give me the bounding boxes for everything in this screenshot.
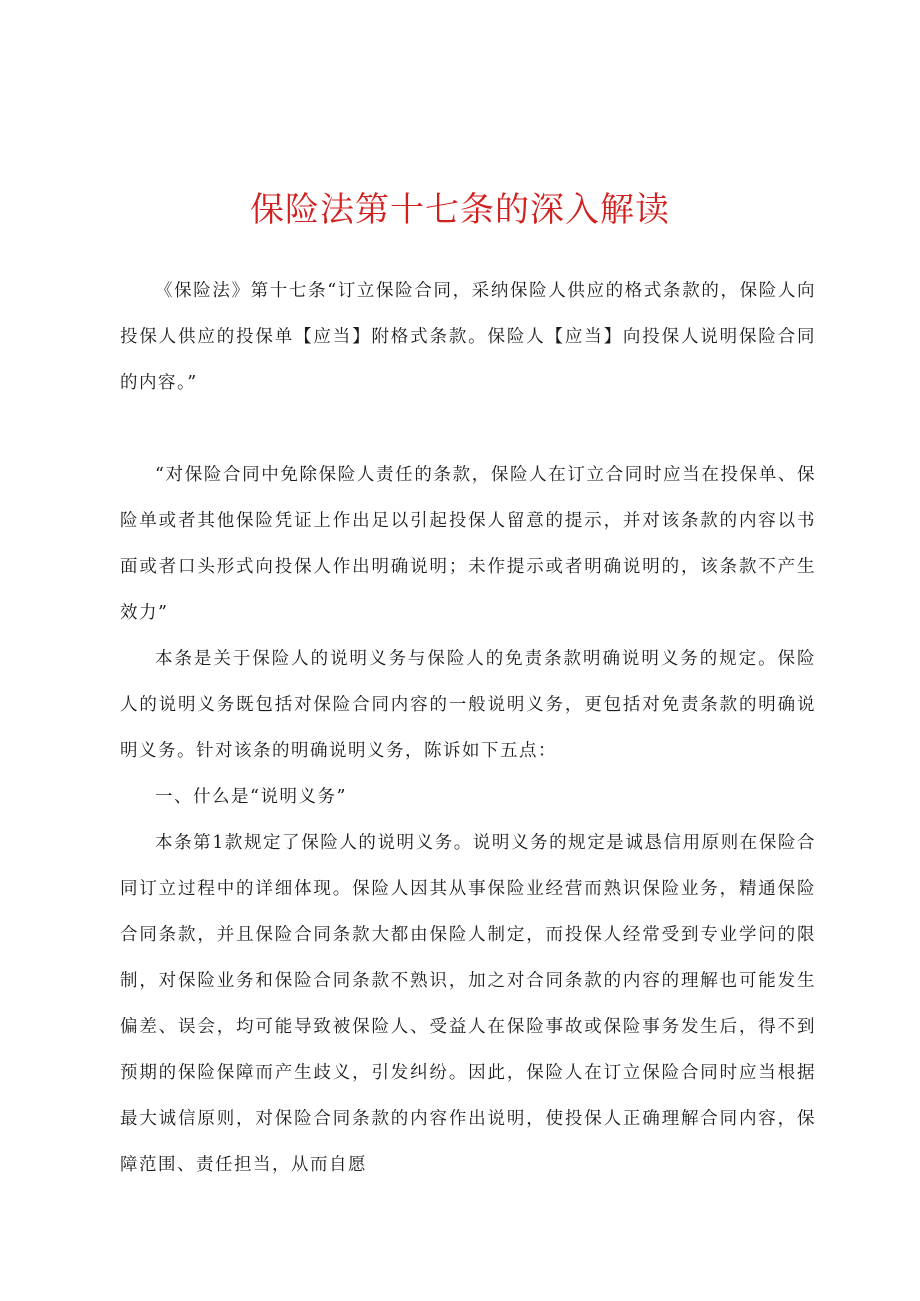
paragraph-overview: 本条是关于保险人的说明义务与保险人的免责条款明确说明义务的规定。保险人的说明义务既包括对保险合同内容的一般说明义务，更包括对免责条款的明确说明义务。针对该条的明确说明义务，陈诉如下五点： — [120, 649, 816, 761]
paragraph-law-clause: 《保险法》第十七条“订立保险合同，采纳保险人供应的格式条款的，保险人向投保人供应的投保单【应当】附格式条款。保险人【应当】向投保人说明保险合同的内容。” — [120, 281, 816, 393]
section-heading-1: 一、什么是“说明义务” — [155, 787, 347, 807]
document-body — [120, 268, 816, 1188]
paragraph-exemption-clause: “对保险合同中免除保险人责任的条款，保险人在订立合同时应当在投保单、保险单或者其他保险凭证上作出足以引起投保人留意的提示，并对该条款的内容以书面或者口头形式向投保人作出明确说明；未作提示或者明确说明的，该条款不产生效力” — [120, 465, 816, 623]
document-title: 保险法第十七条的深入解读 — [250, 190, 670, 230]
paragraph-explanation-duty: 本条第1款规定了保险人的说明义务。说明义务的规定是诚恳信用原则在保险合同订立过程中的详细体现。保险人因其从事保险业经营而熟识保险业务，精通保险合同条款，并且保险合同条款大都由保险人制定，而投保人经常受到专业学问的限制，对保险业务和保险合同条款不熟识，加之对合同条款的内容的理解也可能发生偏差、误会，均可能导致被保险人、受益人在保险事故或保险事务发生后，得不到预期的保险保障而产生歧义，引发纠纷。因此，保险人在订立保险合同时应当根据最大诚信原则，对保险合同条款的内容作出说明，使投保人正确理解合同内容，保障范围、责任担当，从而自愿 — [120, 833, 816, 1175]
paragraph-gap — [120, 406, 816, 452]
